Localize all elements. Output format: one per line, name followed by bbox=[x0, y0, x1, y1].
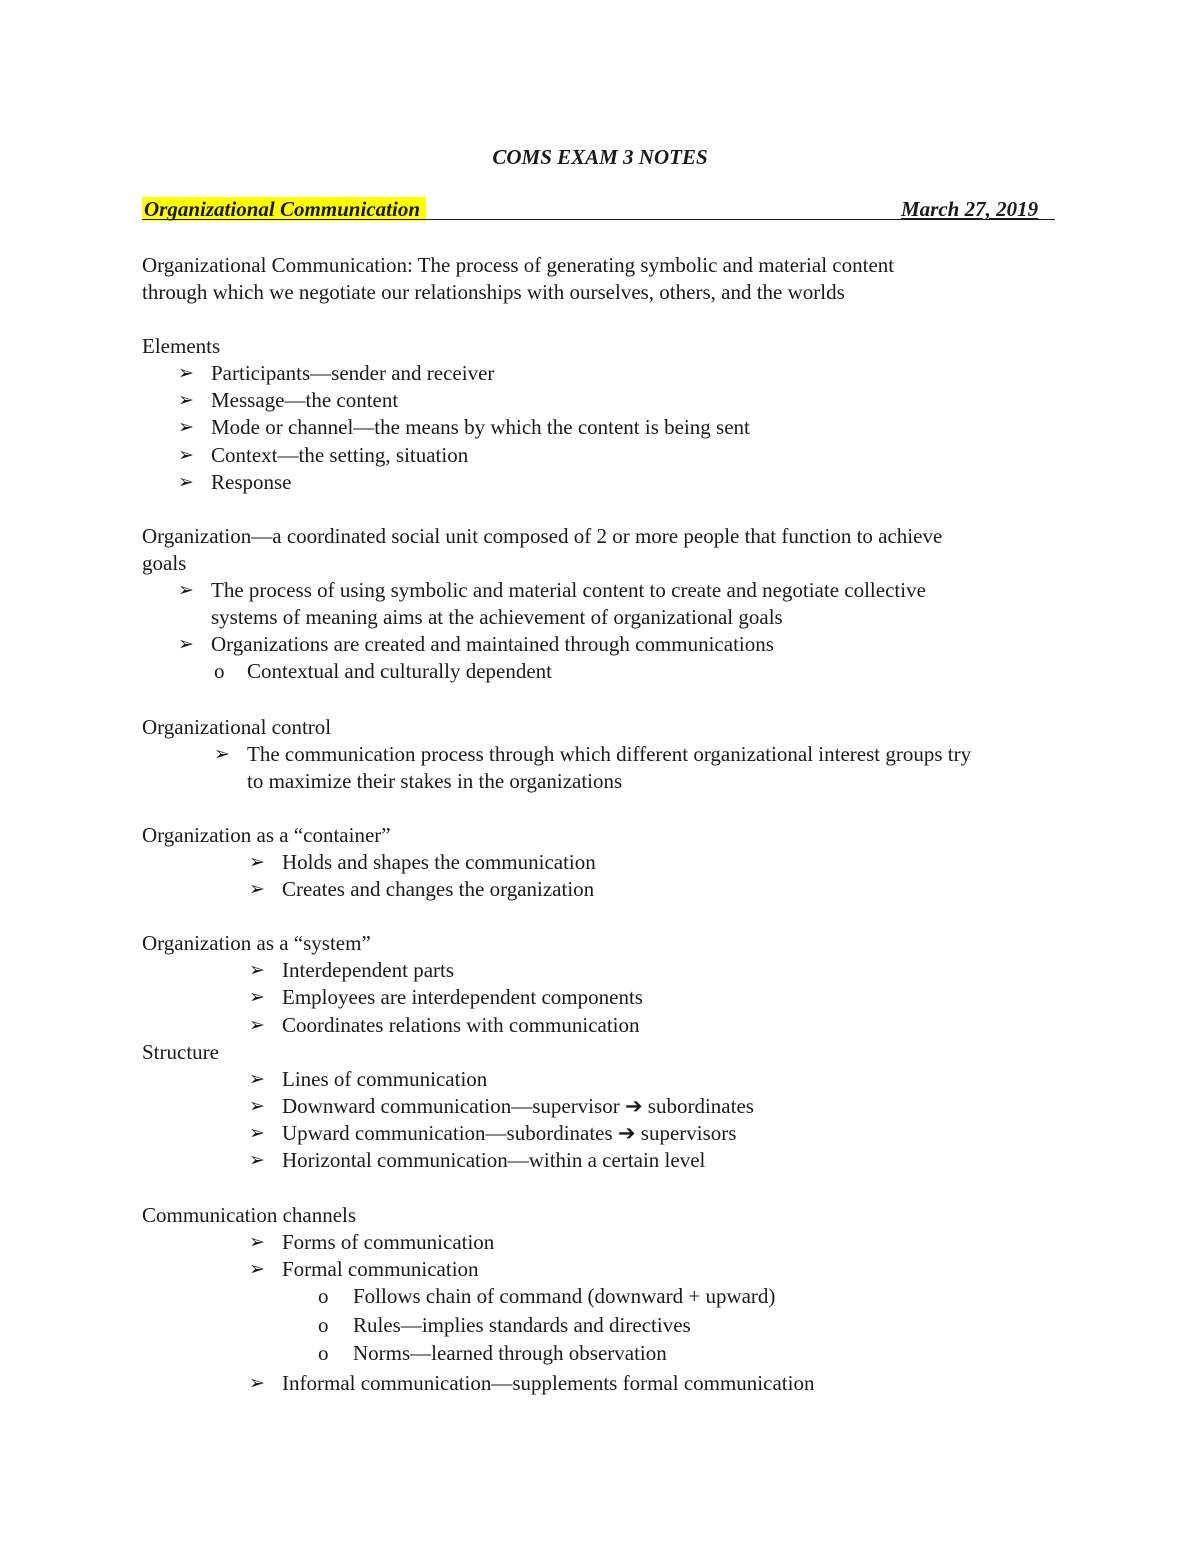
system-item: Coordinates relations with communication bbox=[282, 1013, 640, 1037]
structure-heading: Structure bbox=[142, 1040, 219, 1064]
elements-item: Response bbox=[211, 470, 292, 494]
elements-item: Context—the setting, situation bbox=[211, 443, 469, 467]
arrow-bullet-icon: ➢ bbox=[214, 744, 230, 765]
page-title: COMS EXAM 3 NOTES bbox=[492, 145, 708, 169]
arrow-bullet-icon: ➢ bbox=[249, 1259, 265, 1280]
circle-bullet-icon: o bbox=[214, 659, 225, 683]
structure-item-upward bbox=[282, 1120, 736, 1147]
organization-line-2: goals bbox=[142, 551, 187, 575]
arrow-bullet-icon: ➢ bbox=[178, 363, 194, 384]
structure-item-upward-from: Upward communication—subordinates bbox=[282, 1121, 613, 1145]
section-date: March 27, 2019 bbox=[901, 197, 1039, 221]
control-line-2: to maximize their stakes in the organizations bbox=[247, 769, 623, 793]
section-heading-text: Organizational Communication bbox=[142, 197, 426, 221]
right-arrow-icon: ➔ bbox=[617, 1121, 636, 1145]
structure-item-downward-from: Downward communication—supervisor bbox=[282, 1094, 620, 1118]
structure-item-downward bbox=[282, 1093, 754, 1120]
container-item: Holds and shapes the communication bbox=[282, 850, 596, 874]
elements-item: Message—the content bbox=[211, 388, 399, 412]
definition-line-1: Organizational Communication: The process of generating symbolic and material content bbox=[142, 253, 895, 277]
arrow-bullet-icon: ➢ bbox=[178, 580, 194, 601]
arrow-bullet-icon: ➢ bbox=[249, 1232, 265, 1253]
channels-item: Informal communication—supplements formal communication bbox=[282, 1371, 815, 1395]
system-item: Employees are interdependent components bbox=[282, 985, 643, 1009]
arrow-bullet-icon: ➢ bbox=[249, 852, 265, 873]
container-heading: Organization as a “container” bbox=[142, 823, 391, 847]
structure-item-upward-to: supervisors bbox=[640, 1121, 737, 1145]
arrow-bullet-icon: ➢ bbox=[249, 1096, 265, 1117]
channels-sub-item: Follows chain of command (downward + upward) bbox=[353, 1284, 776, 1308]
arrow-bullet-icon: ➢ bbox=[178, 445, 194, 466]
control-line-1: The communication process through which different organizational interest groups try bbox=[247, 742, 972, 766]
circle-bullet-icon: o bbox=[318, 1284, 329, 1308]
arrow-bullet-icon: ➢ bbox=[249, 1015, 265, 1036]
channels-item: Forms of communication bbox=[282, 1230, 495, 1254]
arrow-bullet-icon: ➢ bbox=[249, 987, 265, 1008]
right-arrow-icon: ➔ bbox=[624, 1094, 643, 1118]
system-item: Interdependent parts bbox=[282, 958, 455, 982]
arrow-bullet-icon: ➢ bbox=[249, 1123, 265, 1144]
container-item: Creates and changes the organization bbox=[282, 877, 595, 901]
elements-item: Participants—sender and receiver bbox=[211, 361, 495, 385]
arrow-bullet-icon: ➢ bbox=[249, 1150, 265, 1171]
channels-heading: Communication channels bbox=[142, 1203, 357, 1227]
organization-bullet-1-line-2: systems of meaning aims at the achievement of organizational goals bbox=[211, 605, 783, 629]
channels-sub-item: Rules—implies standards and directives bbox=[353, 1313, 691, 1337]
channels-item: Formal communication bbox=[282, 1257, 479, 1281]
structure-item: Horizontal communication—within a certain level bbox=[282, 1148, 706, 1172]
control-heading: Organizational control bbox=[142, 715, 332, 739]
circle-bullet-icon: o bbox=[318, 1341, 329, 1365]
structure-item-downward-to: subordinates bbox=[647, 1094, 754, 1118]
definition-line-2: through which we negotiate our relationships with ourselves, others, and the worlds bbox=[142, 280, 845, 304]
arrow-bullet-icon: ➢ bbox=[249, 1069, 265, 1090]
arrow-bullet-icon: ➢ bbox=[178, 390, 194, 411]
elements-heading: Elements bbox=[142, 334, 221, 358]
channels-sub-item: Norms—learned through observation bbox=[353, 1341, 667, 1365]
heading-underline bbox=[142, 219, 1055, 220]
arrow-bullet-icon: ➢ bbox=[249, 1373, 265, 1394]
elements-item: Mode or channel—the means by which the content is being sent bbox=[211, 415, 750, 439]
structure-item: Lines of communication bbox=[282, 1067, 488, 1091]
organization-line-1: Organization—a coordinated social unit composed of 2 or more people that function to achieve bbox=[142, 524, 943, 548]
arrow-bullet-icon: ➢ bbox=[249, 879, 265, 900]
arrow-bullet-icon: ➢ bbox=[249, 960, 265, 981]
circle-bullet-icon: o bbox=[318, 1313, 329, 1337]
arrow-bullet-icon: ➢ bbox=[178, 417, 194, 438]
organization-sub-item: Contextual and culturally dependent bbox=[247, 659, 552, 683]
organization-bullet-1-line-1: The process of using symbolic and material content to create and negotiate collective bbox=[211, 578, 926, 602]
organization-bullet-2: Organizations are created and maintained through communications bbox=[211, 632, 774, 656]
system-heading: Organization as a “system” bbox=[142, 931, 371, 955]
arrow-bullet-icon: ➢ bbox=[178, 472, 194, 493]
arrow-bullet-icon: ➢ bbox=[178, 634, 194, 655]
